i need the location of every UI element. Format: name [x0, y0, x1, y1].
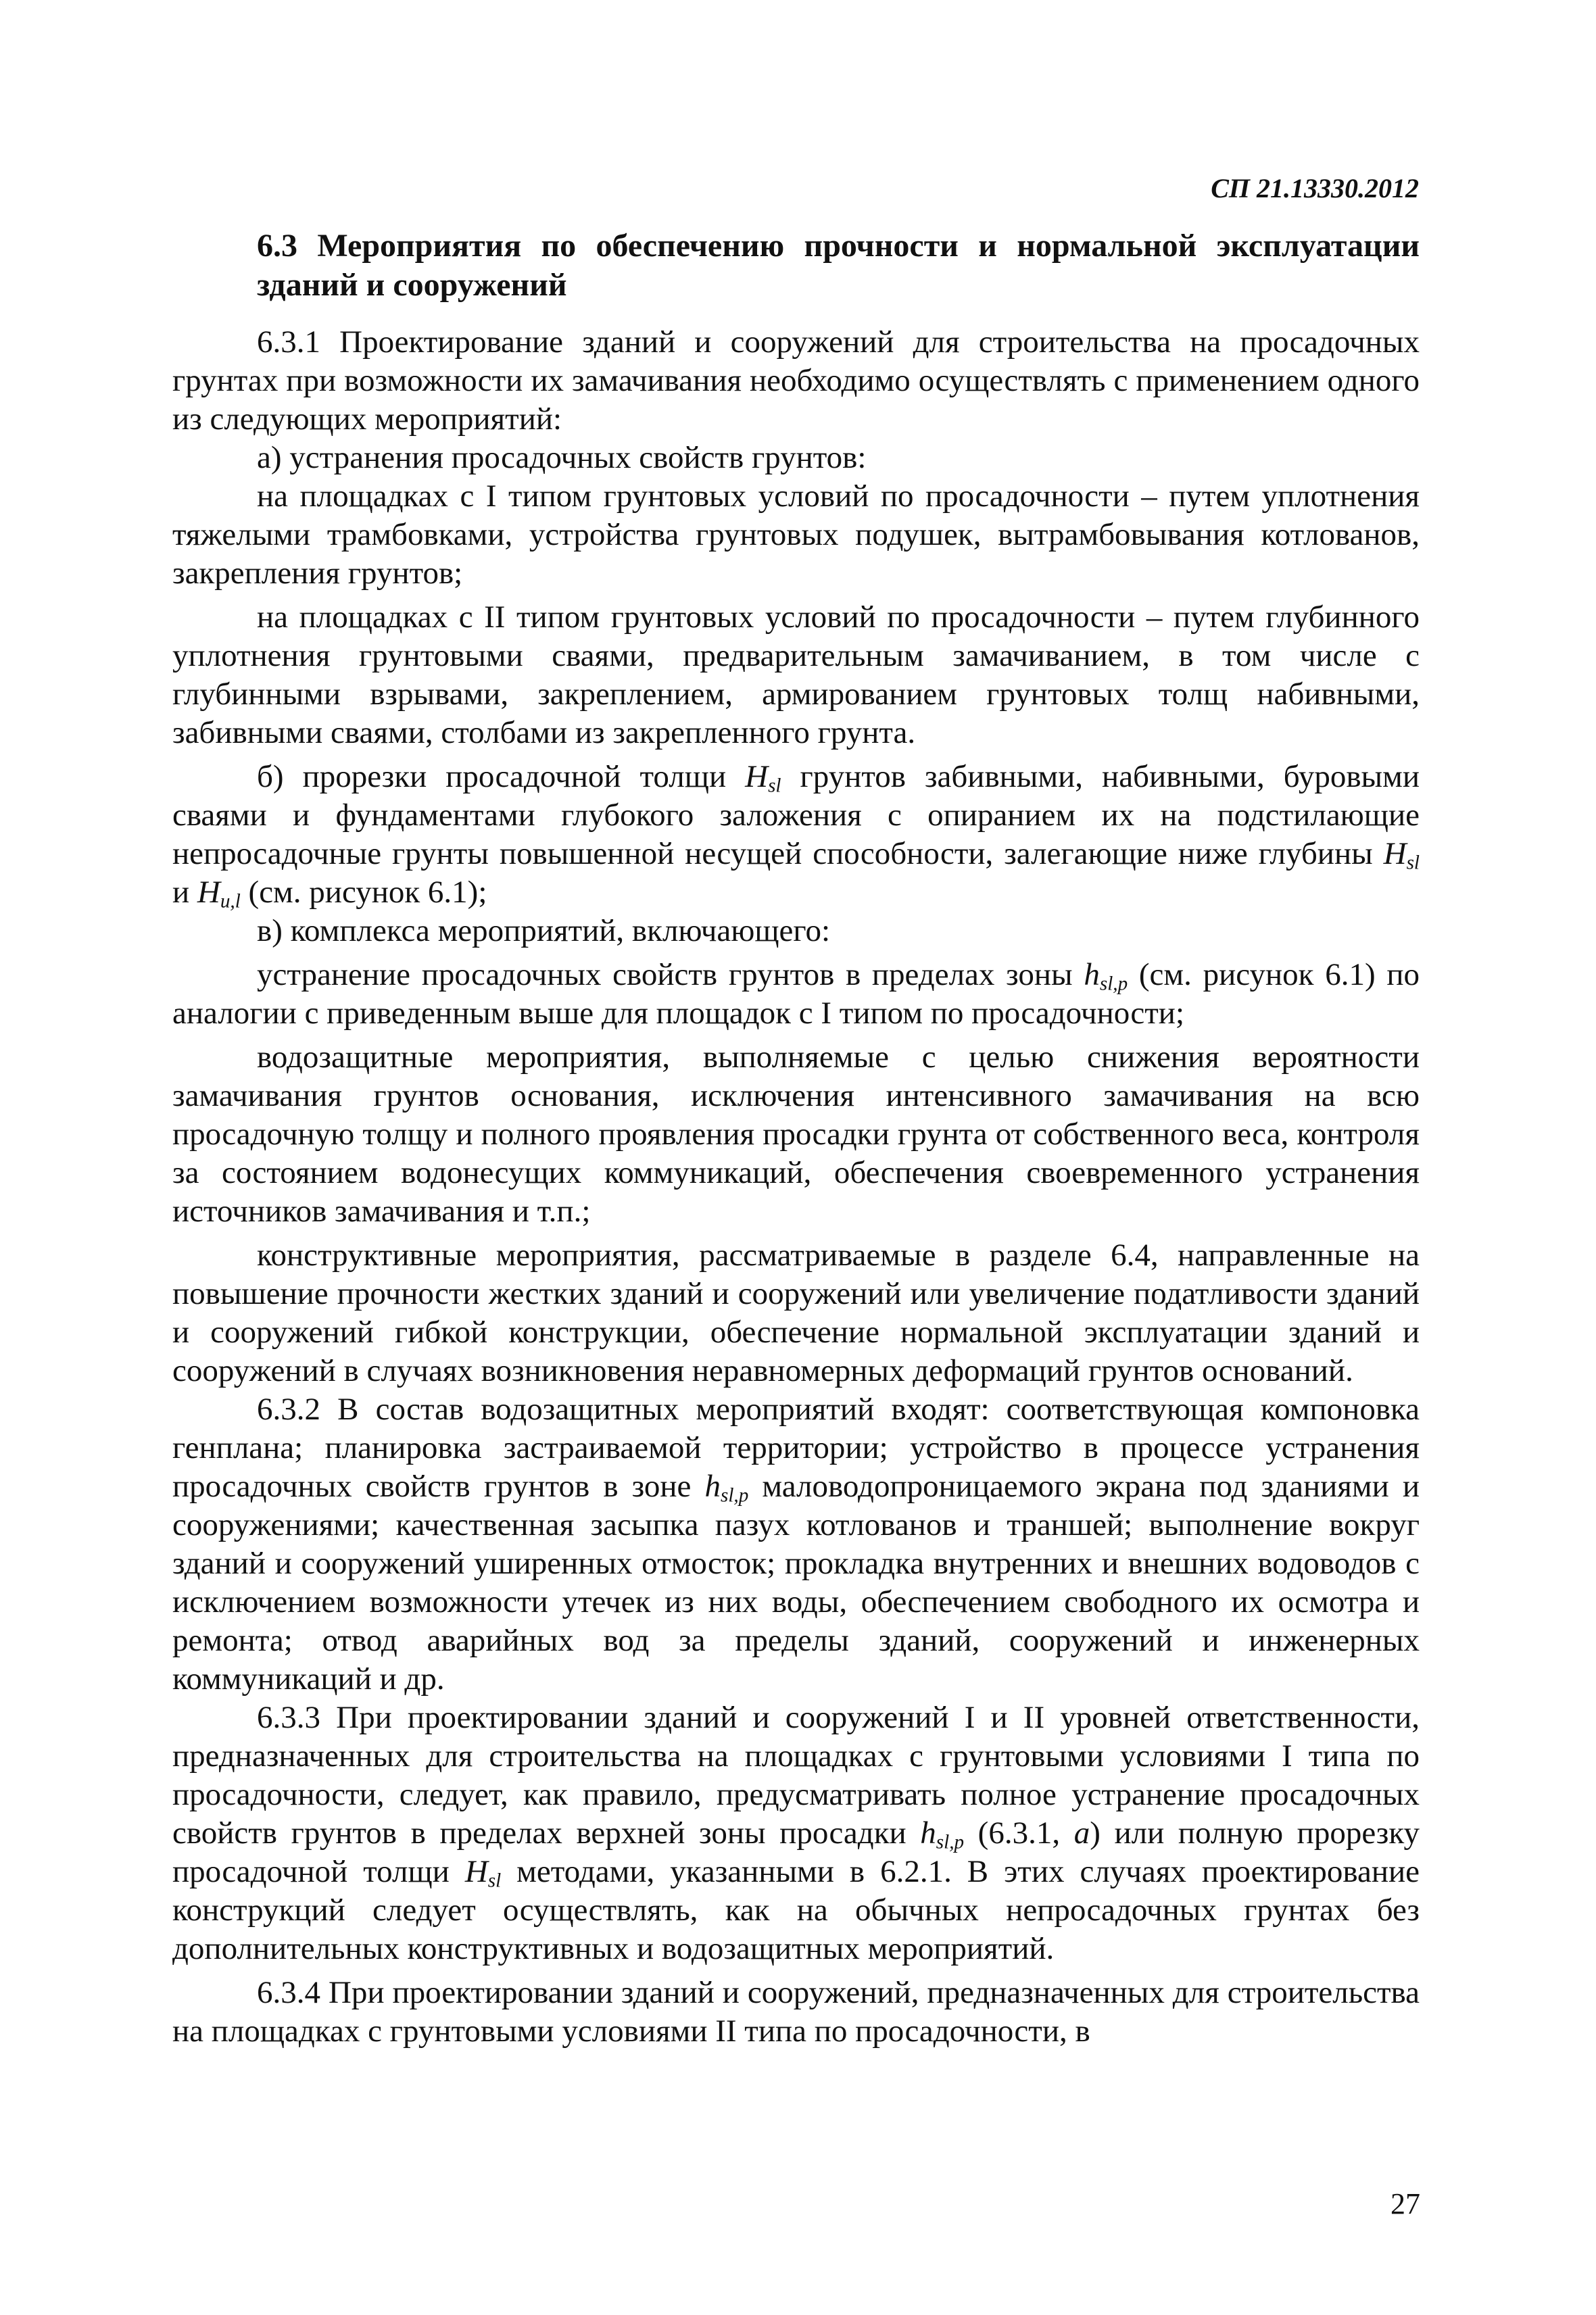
- text-segment: методами, указанными в 6.2.1. В этих случаях проектирование конструкций следует осуществлять, как на обычных непросадочных грунтах без дополнительных конструктивных и водозащитных мероприятий.: [172, 1854, 1420, 1966]
- symbol-h-slp: $h_{sl,p}$: [704, 1469, 749, 1507]
- text-segment: устранение просадочных свойств грунтов в пределах зоны: [257, 957, 1084, 992]
- page-number: 27: [1391, 2187, 1420, 2220]
- text-segment: маловодопроницаемого экрана под зданиями и сооружениями; качественная засыпка пазух котлованов и траншей; выполнение вокруг зданий и сооружений уширенных отмосток; прокладка внутренних и внешних водоводов с исключением возможности утечек из них воды, обеспечением свободного их осмотра и ремонта; отвод аварийных вод за пределы зданий, сооружений и инженерных коммуникаций и др.: [172, 1469, 1420, 1697]
- paragraph-type-1: на площадках с I типом грунтовых условий по просадочности – путем уплотнения тяжелыми трамбовками, устройства грунтовых подушек, вытрамбовывания котлованов, закрепления грунтов;: [172, 479, 1420, 591]
- item-a-italic: а: [1073, 1816, 1090, 1851]
- symbol-h-ul: $H_{u,l}$: [197, 875, 241, 912]
- paragraph-type-2: на площадках с II типом грунтовых условий по просадочности – путем глубинного уплотнения грунтовыми сваями, предварительным замачиванием, в том числе с глубинными взрывами, закреплением, армированием грунтовых толщ набивными, забивными сваями, столбами из закрепленного грунта.: [172, 600, 1420, 750]
- text-segment: (6.3.1,: [964, 1816, 1074, 1851]
- text-segment: и: [172, 875, 197, 910]
- document-code: СП 21.13330.2012: [1211, 173, 1419, 203]
- symbol-h-sl: $H_{sl}$: [745, 759, 781, 797]
- text-segment: 6.3.3 При проектировании зданий и сооружений I и II уровней ответственности, предназначенных для строительства на площадках с грунтовыми условиями I типа по просадочности, следует, как правило, предусматривать полное устранение просадочных свойств грунтов в пределах верхней зоны просадки: [172, 1700, 1420, 1851]
- symbol-h-sl: $H_{sl}$: [1383, 836, 1420, 874]
- paragraph-6-3-3: [172, 1699, 1420, 1968]
- paragraph-water-protection: водозащитные мероприятия, выполняемые с целью снижения вероятности замачивания грунтов основания, исключения интенсивного замачивания на всю просадочную толщу и полного проявления просадки грунта от собственного веса, контроля за состоянием водонесущих коммуникаций, обеспечения своевременного устранения источников замачивания и т.п.;: [172, 1040, 1420, 1229]
- text-segment: (см. рисунок 6.1);: [240, 875, 487, 910]
- paragraph-6-3-1: 6.3.1 Проектирование зданий и сооружений для строительства на просадочных грунтах при возможности их замачивания необходимо осуществлять с применением одного из следующих мероприятий:: [172, 324, 1420, 437]
- text-segment: (см. рисунок 6.1) по аналогии с приведенным выше для площадок с I типом по просадочности;: [172, 957, 1420, 1031]
- text-segment: ) или полную прорезку просадочной толщи: [172, 1816, 1420, 1889]
- section-title: 6.3 Мероприятия по обеспечению прочности и нормальной эксплуатации зданий и сооружений: [257, 228, 1420, 303]
- text-segment: б) прорезки просадочной толщи: [257, 759, 746, 794]
- text-segment: грунтов забивными, набивными, буровыми сваями и фундаментами глубокого заложения с опиранием их на подстилающие непросадочные грунты повышенной несущей способности, залегающие ниже глубины: [172, 759, 1420, 871]
- paragraph-zone-removal: [172, 956, 1420, 1033]
- text-segment: 6.3.2 В состав водозащитных мероприятий входят: соответствующая компоновка генплана; планировка застраиваемой территории; устройство в процессе устранения просадочных свойств грунтов в зоне: [172, 1392, 1420, 1504]
- paragraph-item-b: [172, 758, 1420, 912]
- paragraph-6-3-2: [172, 1390, 1420, 1699]
- document-body: [172, 318, 1420, 2051]
- paragraph-structural: конструктивные мероприятия, рассматриваемые в разделе 6.4, направленные на повышение прочности жестких зданий и сооружений или увеличение податливости зданий и сооружений гибкой конструкции, обеспечение нормальной эксплуатации зданий и сооружений в случаях возникновения неравномерных деформаций грунтов оснований.: [172, 1238, 1420, 1388]
- paragraph-6-3-4: 6.3.4 При проектировании зданий и сооружений, предназначенных для строительства на площадках с грунтовыми условиями II типа по просадочности, в: [172, 1975, 1420, 2049]
- paragraph-item-a: а) устранения просадочных свойств грунтов:: [257, 440, 867, 475]
- symbol-h-slp: $h_{sl,p}$: [920, 1816, 965, 1853]
- symbol-h-slp: $h_{sl,p}$: [1084, 957, 1128, 995]
- paragraph-item-v: в) комплекса мероприятий, включающего:: [257, 913, 831, 948]
- symbol-h-sl: $H_{sl}$: [464, 1854, 502, 1892]
